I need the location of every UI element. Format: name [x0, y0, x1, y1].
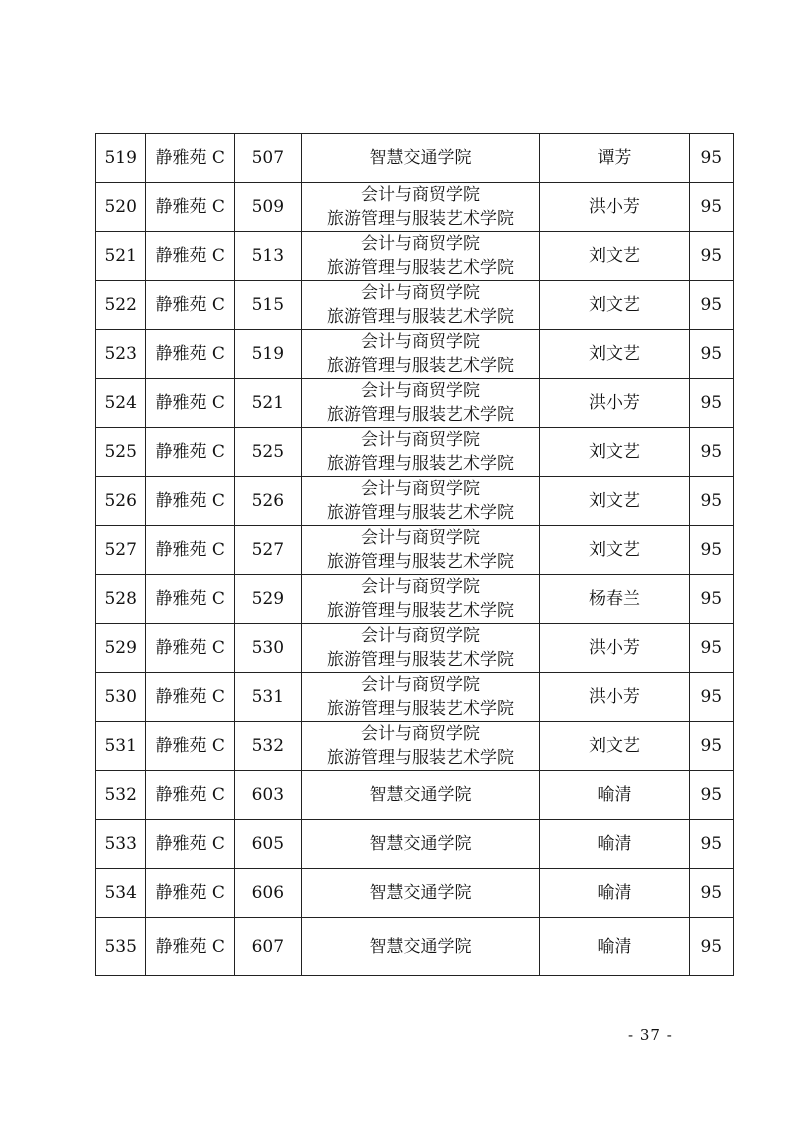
cell-number: 532 [96, 771, 146, 820]
cell-college [301, 477, 540, 526]
table-row [96, 624, 734, 673]
cell-person: 喻清 [540, 771, 689, 820]
table-row [96, 232, 734, 281]
cell-number: 524 [96, 379, 146, 428]
college-line: 会计与商贸学院 [361, 185, 481, 205]
college-line: 智慧交通学院 [369, 936, 472, 957]
college-line: 会计与商贸学院 [361, 234, 481, 254]
cell-building: 静雅苑 C [146, 673, 235, 722]
cell-college [301, 820, 540, 869]
cell-score: 95 [689, 428, 733, 477]
cell-room: 521 [235, 379, 302, 428]
cell-building: 静雅苑 C [146, 918, 235, 976]
cell-room: 513 [235, 232, 302, 281]
college-line: 旅游管理与服装艺术学院 [327, 552, 515, 572]
college-line: 会计与商贸学院 [361, 675, 481, 695]
cell-score: 95 [689, 820, 733, 869]
cell-score: 95 [689, 134, 733, 183]
cell-number: 527 [96, 526, 146, 575]
cell-score: 95 [689, 869, 733, 918]
cell-college [301, 330, 540, 379]
college-line: 旅游管理与服装艺术学院 [327, 699, 515, 719]
college-line: 智慧交通学院 [369, 148, 472, 168]
college-line: 旅游管理与服装艺术学院 [327, 650, 515, 670]
cell-college [301, 624, 540, 673]
cell-number: 530 [96, 673, 146, 722]
table-row [96, 477, 734, 526]
cell-college [301, 771, 540, 820]
cell-number: 529 [96, 624, 146, 673]
cell-room: 607 [235, 918, 302, 976]
cell-score: 95 [689, 379, 733, 428]
cell-person: 刘文艺 [540, 722, 689, 771]
college-line: 智慧交通学院 [369, 883, 472, 903]
college-line: 会计与商贸学院 [361, 381, 481, 401]
college-line: 智慧交通学院 [369, 834, 472, 854]
cell-room: 529 [235, 575, 302, 624]
cell-building: 静雅苑 C [146, 869, 235, 918]
cell-score: 95 [689, 722, 733, 771]
cell-college [301, 232, 540, 281]
cell-building: 静雅苑 C [146, 330, 235, 379]
cell-building: 静雅苑 C [146, 771, 235, 820]
table-row [96, 330, 734, 379]
cell-room: 605 [235, 820, 302, 869]
cell-building: 静雅苑 C [146, 379, 235, 428]
cell-number: 531 [96, 722, 146, 771]
table-row [96, 281, 734, 330]
table-row [96, 722, 734, 771]
cell-person: 洪小芳 [540, 624, 689, 673]
dormitory-score-table [95, 133, 734, 976]
cell-room: 603 [235, 771, 302, 820]
page-number: - 37 - [628, 1026, 673, 1044]
cell-person: 洪小芳 [540, 183, 689, 232]
table-row [96, 673, 734, 722]
cell-score: 95 [689, 281, 733, 330]
cell-person: 刘文艺 [540, 232, 689, 281]
college-line: 会计与商贸学院 [361, 724, 481, 744]
cell-person: 刘文艺 [540, 330, 689, 379]
college-line: 旅游管理与服装艺术学院 [327, 748, 515, 768]
college-line: 会计与商贸学院 [361, 479, 481, 499]
cell-building: 静雅苑 C [146, 722, 235, 771]
cell-number: 522 [96, 281, 146, 330]
cell-score: 95 [689, 771, 733, 820]
cell-room: 519 [235, 330, 302, 379]
cell-room: 532 [235, 722, 302, 771]
cell-person: 洪小芳 [540, 673, 689, 722]
cell-person: 喻清 [540, 820, 689, 869]
table-row [96, 428, 734, 477]
cell-person: 刘文艺 [540, 428, 689, 477]
cell-college [301, 379, 540, 428]
college-line: 会计与商贸学院 [361, 332, 481, 352]
table-row [96, 918, 734, 976]
cell-room: 530 [235, 624, 302, 673]
cell-score: 95 [689, 183, 733, 232]
cell-score: 95 [689, 477, 733, 526]
cell-number: 519 [96, 134, 146, 183]
cell-college [301, 722, 540, 771]
cell-number: 520 [96, 183, 146, 232]
cell-room: 525 [235, 428, 302, 477]
cell-college [301, 281, 540, 330]
cell-building: 静雅苑 C [146, 820, 235, 869]
table-row [96, 820, 734, 869]
table-row [96, 134, 734, 183]
cell-score: 95 [689, 918, 733, 976]
cell-building: 静雅苑 C [146, 134, 235, 183]
cell-building: 静雅苑 C [146, 281, 235, 330]
cell-score: 95 [689, 575, 733, 624]
cell-room: 526 [235, 477, 302, 526]
cell-number: 528 [96, 575, 146, 624]
cell-college [301, 183, 540, 232]
cell-number: 521 [96, 232, 146, 281]
cell-college [301, 134, 540, 183]
cell-number: 533 [96, 820, 146, 869]
cell-building: 静雅苑 C [146, 183, 235, 232]
college-line: 旅游管理与服装艺术学院 [327, 209, 515, 229]
college-line: 会计与商贸学院 [361, 577, 481, 597]
college-line: 旅游管理与服装艺术学院 [327, 356, 515, 376]
cell-building: 静雅苑 C [146, 232, 235, 281]
cell-score: 95 [689, 526, 733, 575]
college-line: 旅游管理与服装艺术学院 [327, 405, 515, 425]
cell-college [301, 526, 540, 575]
cell-score: 95 [689, 330, 733, 379]
college-line: 旅游管理与服装艺术学院 [327, 503, 515, 523]
table-row [96, 575, 734, 624]
table-row [96, 183, 734, 232]
cell-college [301, 918, 540, 976]
cell-person: 喻清 [540, 918, 689, 976]
table-row [96, 771, 734, 820]
cell-room: 509 [235, 183, 302, 232]
college-line: 会计与商贸学院 [361, 283, 481, 303]
cell-building: 静雅苑 C [146, 624, 235, 673]
cell-person: 杨春兰 [540, 575, 689, 624]
cell-building: 静雅苑 C [146, 428, 235, 477]
cell-score: 95 [689, 232, 733, 281]
cell-person: 谭芳 [540, 134, 689, 183]
cell-college [301, 575, 540, 624]
college-line: 旅游管理与服装艺术学院 [327, 601, 515, 621]
cell-college [301, 869, 540, 918]
cell-building: 静雅苑 C [146, 575, 235, 624]
cell-building: 静雅苑 C [146, 477, 235, 526]
table-body [96, 134, 734, 976]
college-line: 会计与商贸学院 [361, 528, 481, 548]
cell-score: 95 [689, 673, 733, 722]
cell-number: 525 [96, 428, 146, 477]
college-line: 旅游管理与服装艺术学院 [327, 307, 515, 327]
cell-person: 洪小芳 [540, 379, 689, 428]
cell-score: 95 [689, 624, 733, 673]
cell-number: 523 [96, 330, 146, 379]
college-line: 旅游管理与服装艺术学院 [327, 454, 515, 474]
cell-room: 507 [235, 134, 302, 183]
cell-person: 刘文艺 [540, 526, 689, 575]
cell-number: 526 [96, 477, 146, 526]
cell-room: 515 [235, 281, 302, 330]
college-line: 智慧交通学院 [369, 785, 472, 805]
college-line: 会计与商贸学院 [361, 626, 481, 646]
table-row [96, 379, 734, 428]
cell-room: 606 [235, 869, 302, 918]
college-line: 会计与商贸学院 [361, 430, 481, 450]
cell-person: 刘文艺 [540, 477, 689, 526]
cell-building: 静雅苑 C [146, 526, 235, 575]
table-row [96, 526, 734, 575]
cell-person: 喻清 [540, 869, 689, 918]
cell-college [301, 428, 540, 477]
cell-room: 531 [235, 673, 302, 722]
cell-room: 527 [235, 526, 302, 575]
cell-person: 刘文艺 [540, 281, 689, 330]
table-row [96, 869, 734, 918]
cell-number: 535 [96, 918, 146, 976]
cell-college [301, 673, 540, 722]
college-line: 旅游管理与服装艺术学院 [327, 258, 515, 278]
cell-number: 534 [96, 869, 146, 918]
